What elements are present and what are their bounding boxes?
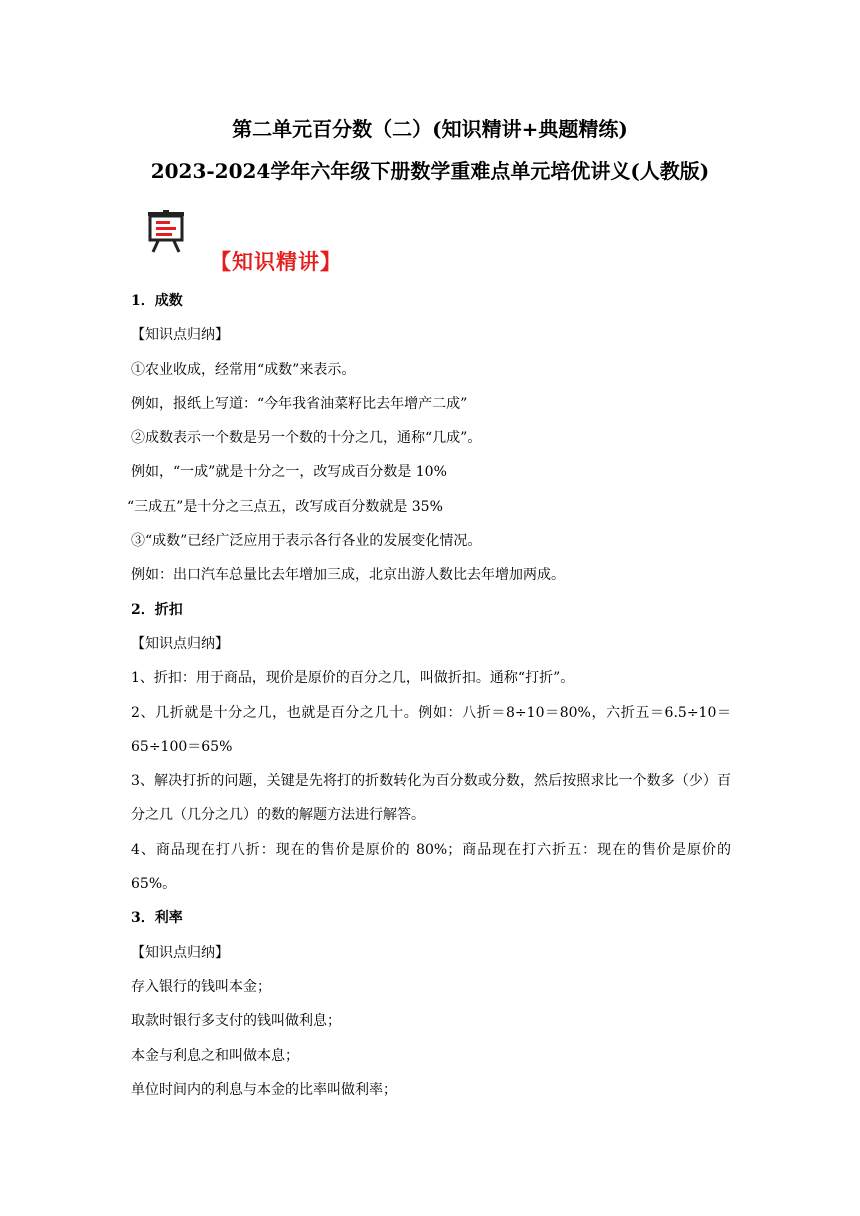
document-subtitle: 2023-2024学年六年级下册数学重难点单元培优讲义(人教版) (150, 159, 710, 183)
paragraph: 单位时间内的利息与本金的比率叫做利率； (131, 1081, 397, 1098)
paragraph: 1、折扣：用于商品，现价是原价的百分之几，叫做折扣。通称“打折”。 (131, 670, 575, 687)
knowledge-banner-label: 【知识精讲】 (210, 249, 342, 274)
paragraph: ③“成数”已经广泛应用于表示各行各业的发展变化情况。 (131, 533, 482, 550)
section-heading: 3．利率 (131, 910, 183, 927)
paragraph: 本金与利息之和叫做本息； (131, 1047, 299, 1064)
document-body (127, 284, 731, 1107)
blackboard-icon (144, 210, 188, 254)
paragraph: 【知识点归纳】 (131, 327, 229, 344)
paragraph: 【知识点归纳】 (131, 635, 229, 652)
paragraph: 例如：出口汽车总量比去年增加三成，北京出游人数比去年增加两成。 (131, 567, 565, 584)
paragraph: 3、解决打折的问题，关键是先将打的折数转化为百分数或分数，然后按照求比一个数多（少）百分之几（几分之几）的数的解题方法进行解答。 (131, 773, 731, 824)
paragraph: ②成数表示一个数是另一个数的十分之几，通称“几成”。 (131, 430, 482, 447)
section-heading: 2．折扣 (131, 601, 183, 618)
paragraph: ①农业收成，经常用“成数”来表示。 (131, 361, 356, 378)
paragraph: 例如，“一成”就是十分之一，改写成百分数是 10% (131, 464, 447, 481)
document-title: 第二单元百分数（二）(知识精讲+典题精练) (232, 117, 628, 141)
paragraph: 存入银行的钱叫本金； (131, 978, 271, 995)
paragraph: 【知识点归纳】 (131, 944, 229, 961)
section-banner (144, 210, 354, 280)
paragraph: “三成五”是十分之三点五，改写成百分数就是 35% (127, 498, 443, 515)
paragraph: 4、商品现在打八折：现在的售价是原价的 80%；商品现在打六折五：现在的售价是原价的 65%。 (131, 841, 731, 893)
paragraph: 取款时银行多支付的钱叫做利息； (131, 1013, 341, 1030)
section-heading: 1．成数 (131, 293, 183, 309)
paragraph: 例如，报纸上写道：“今年我省油菜籽比去年增产二成” (131, 395, 468, 412)
paragraph: 2、几折就是十分之几，也就是百分之几十。例如：八折＝8÷10＝80%，六折五＝6.5÷10＝65÷100＝65% (131, 704, 731, 755)
